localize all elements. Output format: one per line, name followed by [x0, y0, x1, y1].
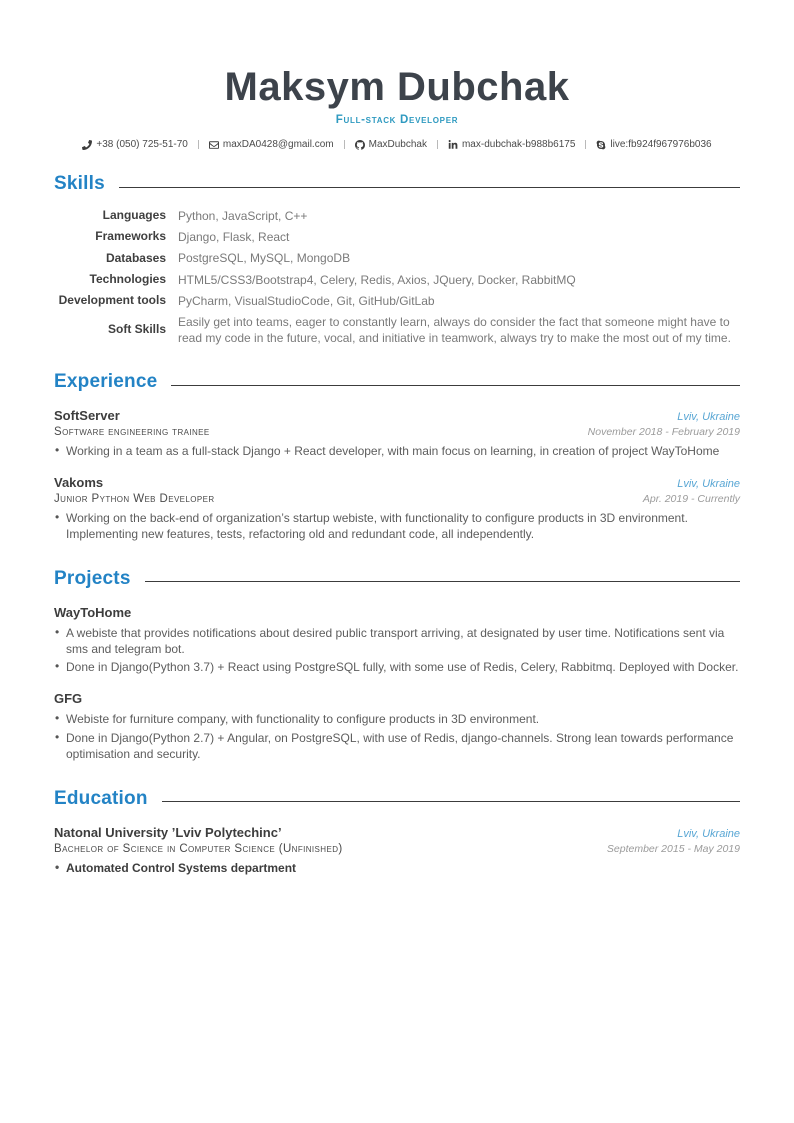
skill-label-soft-skills: Soft Skills [107, 322, 166, 337]
bullet-item: • Automated Control Systems department [54, 861, 740, 877]
phone-icon [82, 140, 92, 150]
projects-heading-row [54, 568, 740, 590]
company-name: SoftServer [54, 408, 120, 424]
skills-heading-row [54, 173, 740, 195]
entry-subheader [54, 843, 740, 855]
education-dates: September 2015 - May 2019 [606, 842, 740, 855]
entry-header [54, 825, 740, 840]
contact-skype [596, 139, 711, 150]
contact-separator [344, 140, 345, 149]
heading-rule [162, 801, 740, 802]
heading-rule [119, 187, 740, 188]
project-bullets [54, 712, 740, 762]
contact-email-text: maxDA0428@gmail.com [222, 139, 334, 150]
contact-bar [54, 139, 740, 150]
bullet-item: • Working in a team as a full-stack Django + React developer, with main focus on learning, in creation of project WayToHome [54, 444, 740, 460]
bullet-item: • Working on the back-end of organization’s startup webiste, with functionality to configure products in 3D environment. Implementing new features, tests, refactoring old and redundant code, all independently. [54, 511, 740, 543]
section-projects [54, 568, 740, 763]
bullet-item: • A webiste that provides notifications about desired public transport arriving, at designated by user time. Notifications sent via sms and telegram bot. [54, 626, 740, 658]
resume-header [54, 66, 740, 150]
company-location: Lviv, Ukraine [677, 411, 740, 424]
skype-icon [596, 140, 606, 150]
entry-header [54, 605, 740, 620]
project-name: GFG [54, 691, 83, 707]
bullet-item: • Done in Django(Python 2.7) + Angular, on PostgreSQL, with use of Redis, django-channels. Strong lean towards performance optimisation and security. [54, 731, 740, 763]
entry-subheader [54, 493, 740, 505]
skill-value-dev-tools: PyCharm, VisualStudioCode, Git, GitHub/GitLab [178, 293, 435, 308]
experience-entry [54, 475, 740, 543]
skill-label-databases: Databases [105, 250, 166, 265]
contact-github [355, 139, 427, 150]
entry-subheader [54, 426, 740, 438]
section-heading-projects: Projects [54, 567, 131, 589]
experience-bullets [54, 444, 740, 460]
project-bullets [54, 626, 740, 676]
heading-rule [171, 385, 740, 386]
envelope-icon [209, 140, 219, 150]
skill-value-technologies: HTML5/CSS3/Bootstrap4, Celery, Redis, Axios, JQuery, Docker, RabbitMQ [178, 272, 576, 287]
candidate-name: Maksym Dubchak [224, 65, 570, 109]
heading-rule [145, 581, 740, 582]
degree: Bachelor of Science in Computer Science (Unfinished) [54, 842, 343, 855]
entry-header [54, 475, 740, 490]
job-role: Software engineering trainee [54, 426, 210, 439]
contact-skype-text: live:fb924f967976b036 [610, 139, 712, 150]
linkedin-icon [448, 140, 458, 150]
skill-label-dev-tools: Development tools [58, 293, 166, 308]
skill-label-technologies: Technologies [89, 271, 166, 286]
entry-header [54, 691, 740, 706]
experience-entry [54, 408, 740, 460]
section-experience [54, 371, 740, 542]
skill-value-databases: PostgreSQL, MySQL, MongoDB [178, 251, 351, 266]
contact-linkedin-text: max-dubchak-b988b6175 [461, 139, 576, 150]
skill-value-frameworks: Django, Flask, React [178, 230, 290, 245]
experience-heading-row [54, 371, 740, 393]
school-location: Lviv, Ukraine [677, 827, 740, 840]
contact-email [209, 139, 334, 150]
contact-phone-text: +38 (050) 725-51-70 [96, 139, 188, 150]
section-skills [54, 173, 740, 346]
job-role: Junior Python Web Developer [54, 493, 215, 506]
bullet-item: • Webiste for furniture company, with functionality to configure products in 3D environment. [54, 712, 740, 728]
section-education [54, 788, 740, 877]
project-name: WayToHome [54, 604, 132, 620]
company-location: Lviv, Ukraine [677, 478, 740, 491]
contact-phone [82, 139, 187, 150]
contact-github-text: MaxDubchak [368, 139, 427, 150]
education-bullets [54, 861, 740, 877]
education-entry [54, 825, 740, 877]
skill-value-soft-skills: Easily get into teams, eager to constantly learn, always do consider the fact that someone might have to read my code in the future, vocal, and initiative in teamwork, always try to make the most out of my time. [178, 314, 731, 346]
skill-label-languages: Languages [102, 208, 166, 223]
entry-header [54, 408, 740, 423]
section-heading-education: Education [54, 787, 148, 809]
company-name: Vakoms [54, 475, 104, 491]
contact-separator [198, 140, 199, 149]
project-entry [54, 691, 740, 762]
education-heading-row [54, 788, 740, 810]
github-icon [355, 140, 365, 150]
project-entry [54, 605, 740, 676]
contact-separator [437, 140, 438, 149]
contact-linkedin [448, 139, 575, 150]
section-heading-experience: Experience [54, 371, 158, 393]
bullet-item: • Done in Django(Python 3.7) + React using PostgreSQL fully, with some use of Redis, Celery, Rabbitmq. Deployed with Docker. [54, 660, 740, 676]
candidate-title: Full-stack Developer [335, 114, 459, 126]
skills-table [54, 208, 740, 346]
job-dates: November 2018 - February 2019 [587, 426, 740, 439]
job-dates: Apr. 2019 - Currently [642, 493, 740, 506]
section-heading-skills: Skills [54, 173, 105, 194]
skill-value-languages: Python, JavaScript, C++ [178, 209, 308, 223]
school-name: Natonal University ’Lviv Polytechinc’ [54, 824, 282, 840]
skill-label-frameworks: Frameworks [95, 229, 166, 244]
experience-bullets [54, 511, 740, 543]
contact-separator [585, 140, 586, 149]
